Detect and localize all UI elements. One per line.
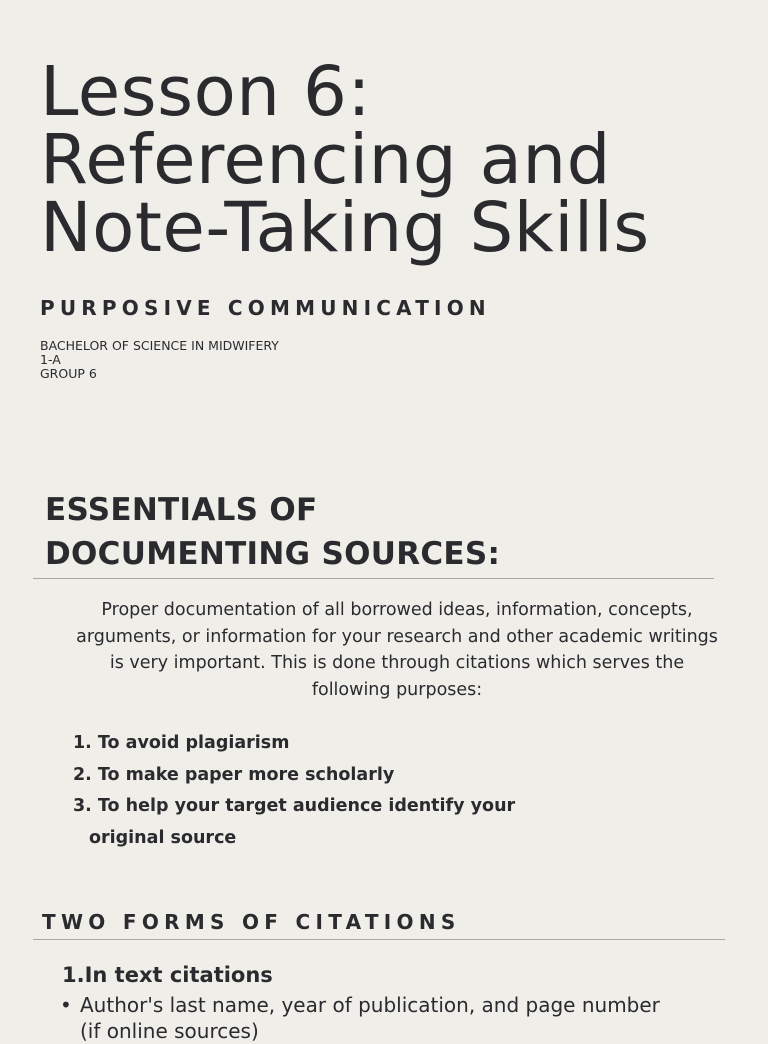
title-slide (0, 0, 768, 440)
lesson-title-line: Referencing and (40, 120, 611, 200)
bullet-icon: • (60, 993, 72, 1017)
list-item-continuation: original source (89, 827, 237, 848)
group-name: GROUP 6 (40, 366, 97, 381)
list-item: 3. To help your target audience identify your (73, 796, 516, 816)
bullet-item (60, 992, 660, 1018)
purpose-list (73, 728, 515, 854)
group-info (40, 339, 279, 381)
heading-divider (33, 578, 714, 579)
bullet-text: Author's last name, year of publication, and page number (80, 993, 660, 1017)
essentials-heading (45, 488, 500, 576)
list-item: 1. To avoid plagiarism (73, 733, 290, 753)
heading-divider (33, 939, 725, 940)
course-subtitle: PURPOSIVE COMMUNICATION (40, 296, 491, 320)
lesson-title-line: Lesson 6: (40, 52, 372, 132)
citations-slide (0, 880, 768, 1043)
section-name: 1-A (40, 352, 61, 367)
citations-heading: TWO FORMS OF CITATIONS (42, 910, 461, 934)
essentials-heading-line: ESSENTIALS OF (45, 492, 318, 528)
in-text-citations-subhead: 1.In text citations (62, 963, 273, 987)
documentation-paragraph: Proper documentation of all borrowed ideas, information, concepts, arguments, or information for your research and other academic writings is very important. This is done through citations which serves the following purposes: (76, 600, 718, 700)
lesson-title-line: Note-Taking Skills (40, 188, 650, 268)
bullet-continuation: (if online sources) (80, 1019, 259, 1043)
lesson-title (40, 52, 650, 268)
essentials-heading-line: DOCUMENTING SOURCES: (45, 536, 501, 572)
essentials-slide (0, 460, 768, 880)
list-item: 2. To make paper more scholarly (73, 764, 395, 785)
program-name: BACHELOR OF SCIENCE IN MIDWIFERY (40, 338, 279, 353)
